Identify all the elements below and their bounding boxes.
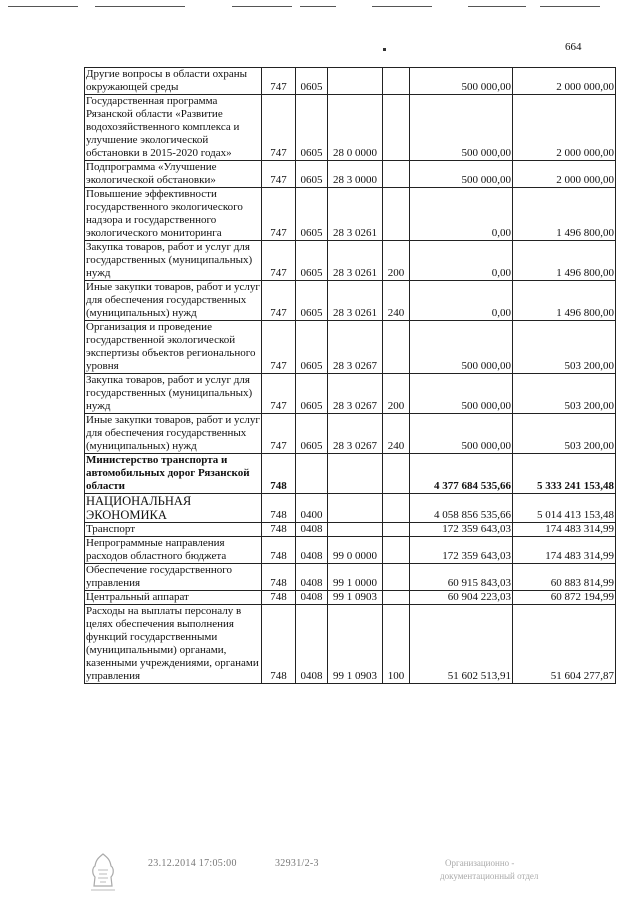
row-target-article <box>328 454 383 494</box>
row-target-article: 28 3 0261 <box>328 188 383 241</box>
stamp-line-1: Организационно - <box>445 858 515 868</box>
row-ved-code: 747 <box>262 374 296 414</box>
row-ved-code: 747 <box>262 321 296 374</box>
footer-datetime: 23.12.2014 17:05:00 <box>148 858 237 869</box>
row-sum-2015: 60 904 223,03 <box>410 591 513 605</box>
row-sum-2015: 60 915 843,03 <box>410 564 513 591</box>
row-section-code: 0605 <box>296 188 328 241</box>
row-name: Центральный аппарат <box>85 591 262 605</box>
row-sum-2016: 174 483 314,99 <box>513 537 616 564</box>
row-target-article: 28 3 0261 <box>328 281 383 321</box>
table-row <box>85 605 616 684</box>
row-sum-2016: 2 000 000,00 <box>513 68 616 95</box>
row-name: Непрограммные направления расходов областного бюджета <box>85 537 262 564</box>
row-ved-code: 747 <box>262 95 296 161</box>
row-expense-type <box>383 564 410 591</box>
row-ved-code: 747 <box>262 414 296 454</box>
row-sum-2016: 60 872 194,99 <box>513 591 616 605</box>
table-row <box>85 281 616 321</box>
row-name: Закупка товаров, работ и услуг для государственных (муниципальных) нужд <box>85 374 262 414</box>
row-sum-2015: 4 058 856 535,66 <box>410 494 513 523</box>
row-target-article: 28 3 0267 <box>328 321 383 374</box>
row-expense-type: 200 <box>383 241 410 281</box>
table-row <box>85 374 616 414</box>
row-target-article: 99 0 0000 <box>328 537 383 564</box>
row-sum-2016: 503 200,00 <box>513 374 616 414</box>
row-target-article: 99 1 0000 <box>328 564 383 591</box>
row-expense-type: 240 <box>383 281 410 321</box>
row-sum-2016: 1 496 800,00 <box>513 281 616 321</box>
row-ved-code: 748 <box>262 605 296 684</box>
row-sum-2015: 0,00 <box>410 241 513 281</box>
budget-table <box>84 67 616 684</box>
row-section-code: 0605 <box>296 321 328 374</box>
table-row <box>85 188 616 241</box>
row-name: Транспорт <box>85 523 262 537</box>
row-sum-2015: 4 377 684 535,66 <box>410 454 513 494</box>
row-ved-code: 748 <box>262 494 296 523</box>
row-name: Иные закупки товаров, работ и услуг для обеспечения государственных (муниципальных) нужд <box>86 414 260 452</box>
row-section-code: 0408 <box>296 591 328 605</box>
table-row <box>85 454 616 494</box>
row-expense-type: 100 <box>383 605 410 684</box>
row-sum-2015: 172 359 643,03 <box>410 537 513 564</box>
row-expense-type <box>383 454 410 494</box>
table-row <box>85 591 616 605</box>
row-expense-type: 240 <box>383 414 410 454</box>
row-section-code: 0408 <box>296 564 328 591</box>
row-sum-2015: 172 359 643,03 <box>410 523 513 537</box>
row-section-code: 0605 <box>296 68 328 95</box>
row-sum-2016: 1 496 800,00 <box>513 188 616 241</box>
table-row <box>85 564 616 591</box>
row-section-code: 0605 <box>296 281 328 321</box>
row-expense-type: 200 <box>383 374 410 414</box>
row-sum-2016: 5 333 241 153,48 <box>513 454 616 494</box>
row-sum-2016: 174 483 314,99 <box>513 523 616 537</box>
row-target-article: 28 3 0261 <box>328 241 383 281</box>
table-row <box>85 523 616 537</box>
row-section-code: 0408 <box>296 523 328 537</box>
row-expense-type <box>383 95 410 161</box>
row-ved-code: 747 <box>262 68 296 95</box>
table-row <box>85 68 616 95</box>
row-section-code: 0408 <box>296 537 328 564</box>
row-section-code: 0605 <box>296 161 328 188</box>
row-sum-2016: 1 496 800,00 <box>513 241 616 281</box>
row-section-code: 0408 <box>296 605 328 684</box>
row-sum-2015: 500 000,00 <box>410 374 513 414</box>
row-sum-2016: 2 000 000,00 <box>513 161 616 188</box>
row-sum-2016: 2 000 000,00 <box>513 95 616 161</box>
table-row <box>85 161 616 188</box>
footer-code: 32931/2-3 <box>275 858 319 869</box>
row-target-article: 99 1 0903 <box>328 591 383 605</box>
footer <box>0 858 640 898</box>
scan-dot <box>383 48 386 51</box>
row-ved-code: 747 <box>262 161 296 188</box>
row-expense-type <box>383 537 410 564</box>
table-row <box>85 241 616 281</box>
row-section-code: 0605 <box>296 374 328 414</box>
row-sum-2016: 5 014 413 153,48 <box>513 494 616 523</box>
row-target-article: 99 1 0903 <box>328 605 383 684</box>
row-name: Государственная программа Рязанской области «Развитие водохозяйственного комплекса и улучшение экологической обстановки в 2015-2020 годах» <box>85 95 262 161</box>
row-ved-code: 747 <box>262 188 296 241</box>
row-sum-2015: 500 000,00 <box>410 68 513 95</box>
table-row <box>85 537 616 564</box>
row-expense-type <box>383 321 410 374</box>
row-name: Министерство транспорта и автомобильных дорог Рязанской области <box>85 454 262 494</box>
row-sum-2015: 51 602 513,91 <box>410 605 513 684</box>
row-section-code: 0400 <box>296 494 328 523</box>
row-name: Иные закупки товаров, работ и услуг для обеспечения государственных (муниципальных) нужд <box>86 281 260 319</box>
row-name: Повышение эффективности государственного экологического надзора и государственного экологического мониторинга <box>85 188 262 241</box>
row-target-article: 28 3 0267 <box>328 374 383 414</box>
row-ved-code: 747 <box>262 241 296 281</box>
row-target-article: 28 3 0267 <box>328 414 383 454</box>
row-ved-code: 748 <box>262 537 296 564</box>
row-ved-code: 748 <box>262 564 296 591</box>
row-expense-type <box>383 494 410 523</box>
row-name: Другие вопросы в области охраны окружающей среды <box>85 68 262 95</box>
page-number: 664 <box>565 41 582 53</box>
row-expense-type <box>383 591 410 605</box>
row-sum-2016: 60 883 814,99 <box>513 564 616 591</box>
row-target-article <box>328 68 383 95</box>
row-ved-code: 748 <box>262 454 296 494</box>
row-sum-2016: 503 200,00 <box>513 414 616 454</box>
table-row <box>85 494 616 523</box>
row-sum-2016: 503 200,00 <box>513 321 616 374</box>
row-section-code: 0605 <box>296 241 328 281</box>
table-row <box>85 95 616 161</box>
row-ved-code: 747 <box>262 281 296 321</box>
row-sum-2015: 500 000,00 <box>410 95 513 161</box>
row-expense-type <box>383 188 410 241</box>
row-target-article <box>328 523 383 537</box>
row-ved-code: 748 <box>262 591 296 605</box>
row-expense-type <box>383 161 410 188</box>
row-sum-2015: 500 000,00 <box>410 414 513 454</box>
row-target-article: 28 0 0000 <box>328 95 383 161</box>
row-ved-code: 748 <box>262 523 296 537</box>
row-target-article <box>328 494 383 523</box>
row-name: Организация и проведение государственной экологической экспертизы объектов регионального уровня <box>85 321 262 374</box>
row-name: Подпрограмма «Улучшение экологической обстановки» <box>85 161 262 188</box>
row-name: Закупка товаров, работ и услуг для государственных (муниципальных) нужд <box>85 241 262 281</box>
row-section-code: 0605 <box>296 414 328 454</box>
row-sum-2015: 500 000,00 <box>410 321 513 374</box>
row-name: Расходы на выплаты персоналу в целях обеспечения выполнения функций государственными (муниципальными) органами, казенными учреждениями, органами управления <box>85 605 262 684</box>
row-section-code <box>296 454 328 494</box>
row-sum-2015: 500 000,00 <box>410 161 513 188</box>
row-sum-2015: 0,00 <box>410 188 513 241</box>
row-section-code: 0605 <box>296 95 328 161</box>
table-row <box>85 414 616 454</box>
table-row <box>85 321 616 374</box>
row-name: НАЦИОНАЛЬНАЯ ЭКОНОМИКА <box>85 494 262 523</box>
stamp-line-2: документационный отдел <box>440 871 539 881</box>
row-target-article: 28 3 0000 <box>328 161 383 188</box>
row-sum-2015: 0,00 <box>410 281 513 321</box>
row-expense-type <box>383 523 410 537</box>
row-expense-type <box>383 68 410 95</box>
row-name: Обеспечение государственного управления <box>85 564 262 591</box>
row-sum-2016: 51 604 277,87 <box>513 605 616 684</box>
